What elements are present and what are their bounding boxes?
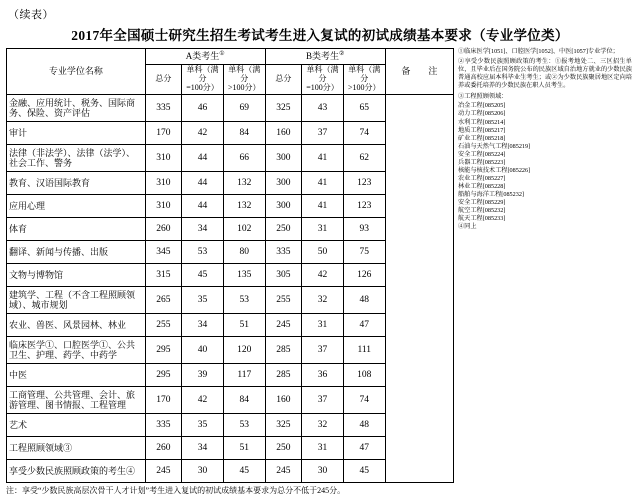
cell-a-single-over-100: 45 bbox=[223, 459, 265, 482]
engineering-field-item: 航天工程[085233] bbox=[458, 215, 506, 223]
header-b-single-over-100: 单科（满分 >100分） bbox=[343, 65, 385, 95]
cell-major-name: 工商管理、公共管理、会计、旅游管理、图书情报、工程管理 bbox=[7, 386, 146, 413]
header-group-b-sup: ② bbox=[339, 51, 345, 58]
cell-a-single-100: 53 bbox=[182, 240, 224, 263]
cell-a-single-100: 34 bbox=[182, 436, 224, 459]
cell-b-single-over-100: 45 bbox=[343, 459, 385, 482]
engineering-field-item: 林业工程[085228] bbox=[458, 183, 506, 190]
cell-a-single-over-100: 102 bbox=[223, 217, 265, 240]
side-note-2: ②享受少数民族照顾政策的考生：①报考地处二、三区招生单位，且毕业后在国务院公布的民族区域自治地方就业的少数民族普通高校应届本科毕业生考生；或②为少数民族聚居地区定向培养或委托培养的少数民族在职人员考生。 bbox=[458, 58, 632, 90]
cell-major-name: 文物与博物馆 bbox=[7, 263, 146, 286]
cell-b-total: 160 bbox=[265, 121, 301, 144]
cell-major-name: 金融、应用统计、税务、国际商务、保险、资产评估 bbox=[7, 94, 146, 121]
cell-a-single-100: 42 bbox=[182, 121, 224, 144]
cell-a-single-over-100: 117 bbox=[223, 363, 265, 386]
cell-a-single-100: 42 bbox=[182, 386, 224, 413]
cell-a-total: 315 bbox=[145, 263, 181, 286]
cell-a-single-100: 35 bbox=[182, 413, 224, 436]
table-footnote: 注：享受“少数民族高层次骨干人才计划”考生进入复试的初试成绩基本要求为总分不低于245分。 bbox=[6, 485, 346, 495]
cell-b-single-100: 32 bbox=[302, 413, 344, 436]
cell-b-total: 255 bbox=[265, 286, 301, 313]
cell-b-single-over-100: 47 bbox=[343, 436, 385, 459]
cell-a-total: 295 bbox=[145, 363, 181, 386]
header-group-a bbox=[145, 49, 265, 65]
cell-a-single-over-100: 135 bbox=[223, 263, 265, 286]
cell-b-total: 305 bbox=[265, 263, 301, 286]
engineering-field-item: 核能与核技术工程[085226] bbox=[458, 166, 531, 174]
cell-major-name: 农业、兽医、风景园林、林业 bbox=[7, 313, 146, 336]
engineering-field-item: 动力工程[085206] bbox=[458, 110, 506, 118]
cell-b-single-100: 31 bbox=[302, 313, 344, 336]
cell-a-single-100: 34 bbox=[182, 313, 224, 336]
cell-major-name: 建筑学、工程（不含工程照顾领域）、城市规划 bbox=[7, 286, 146, 313]
cell-a-total: 345 bbox=[145, 240, 181, 263]
cell-b-single-100: 36 bbox=[302, 363, 344, 386]
cell-b-single-over-100: 75 bbox=[343, 240, 385, 263]
page-title: 2017年全国硕士研究生招生考试考生进入复试的初试成绩基本要求（专业学位类） bbox=[71, 28, 569, 43]
header-group-b bbox=[265, 49, 385, 65]
side-note-1: ①临床医学[1051]、口腔医学[1052]、中医[1057]专业学位； bbox=[458, 48, 619, 55]
cell-a-total: 265 bbox=[145, 286, 181, 313]
engineering-field-item: 矿业工程[085218] bbox=[458, 134, 506, 142]
cell-major-name: 享受少数民族照顾政策的考生④ bbox=[7, 459, 146, 482]
engineering-field-item: 安全工程[085229] bbox=[458, 199, 506, 207]
cell-b-total: 160 bbox=[265, 386, 301, 413]
cell-a-total: 255 bbox=[145, 313, 181, 336]
cell-a-single-over-100: 132 bbox=[223, 171, 265, 194]
cell-major-name: 工程照顾领域③ bbox=[7, 436, 146, 459]
cell-b-single-100: 37 bbox=[302, 336, 344, 363]
content-layout bbox=[6, 48, 634, 483]
engineering-field-item: 安全工程[085224] bbox=[458, 150, 506, 158]
cell-a-single-over-100: 53 bbox=[223, 413, 265, 436]
cell-a-single-over-100: 69 bbox=[223, 94, 265, 121]
cell-a-total: 310 bbox=[145, 194, 181, 217]
side-notes bbox=[454, 48, 632, 233]
cell-a-single-100: 30 bbox=[182, 459, 224, 482]
cell-b-single-over-100: 47 bbox=[343, 313, 385, 336]
cell-b-single-over-100: 48 bbox=[343, 413, 385, 436]
cell-a-single-over-100: 80 bbox=[223, 240, 265, 263]
engineering-field-item: 航空工程[085232] bbox=[458, 207, 506, 215]
cell-a-total: 295 bbox=[145, 336, 181, 363]
cell-major-name: 体育 bbox=[7, 217, 146, 240]
score-requirement-table bbox=[6, 48, 454, 483]
table-body bbox=[7, 94, 454, 482]
cell-remark bbox=[385, 94, 453, 482]
cell-b-single-over-100: 74 bbox=[343, 386, 385, 413]
header-a-single-over-100: 单科（满分 >100分） bbox=[223, 65, 265, 95]
cell-b-total: 300 bbox=[265, 144, 301, 171]
cell-b-total: 325 bbox=[265, 413, 301, 436]
cell-b-single-over-100: 123 bbox=[343, 194, 385, 217]
cell-a-single-over-100: 66 bbox=[223, 144, 265, 171]
cell-a-single-100: 35 bbox=[182, 286, 224, 313]
engineering-field-item: 农业工程[085227] bbox=[458, 174, 506, 182]
cell-b-single-over-100: 74 bbox=[343, 121, 385, 144]
cell-a-single-over-100: 84 bbox=[223, 121, 265, 144]
header-group-a-label: A类考生 bbox=[185, 51, 220, 62]
cell-b-single-over-100: 93 bbox=[343, 217, 385, 240]
engineering-fields-list bbox=[458, 102, 632, 223]
header-major-name: 专业学位名称 bbox=[7, 49, 146, 95]
cell-b-single-over-100: 108 bbox=[343, 363, 385, 386]
cell-a-single-over-100: 53 bbox=[223, 286, 265, 313]
cell-a-total: 310 bbox=[145, 171, 181, 194]
header-a-total: 总分 bbox=[145, 65, 181, 95]
cell-b-single-over-100: 65 bbox=[343, 94, 385, 121]
cell-b-single-100: 41 bbox=[302, 194, 344, 217]
cell-a-single-over-100: 84 bbox=[223, 386, 265, 413]
cell-b-single-over-100: 48 bbox=[343, 286, 385, 313]
engineering-field-item: 船舶与海洋工程[085232] bbox=[458, 191, 524, 199]
cell-major-name: 应用心理 bbox=[7, 194, 146, 217]
cell-b-single-100: 42 bbox=[302, 263, 344, 286]
cell-b-single-100: 41 bbox=[302, 171, 344, 194]
cell-major-name: 翻译、新闻与传播、出版 bbox=[7, 240, 146, 263]
cell-a-single-100: 44 bbox=[182, 144, 224, 171]
cell-a-single-over-100: 51 bbox=[223, 436, 265, 459]
cell-a-single-over-100: 120 bbox=[223, 336, 265, 363]
cell-major-name: 临床医学①、口腔医学①、公共卫生、护理、药学、中药学 bbox=[7, 336, 146, 363]
cell-b-single-100: 32 bbox=[302, 286, 344, 313]
cell-b-total: 250 bbox=[265, 436, 301, 459]
header-b-single-100: 单科（满分 =100分） bbox=[302, 65, 344, 95]
cell-major-name: 审计 bbox=[7, 121, 146, 144]
cell-b-single-over-100: 126 bbox=[343, 263, 385, 286]
header-b-total: 总分 bbox=[265, 65, 301, 95]
cell-b-single-100: 41 bbox=[302, 144, 344, 171]
cell-a-total: 170 bbox=[145, 121, 181, 144]
cell-b-single-100: 31 bbox=[302, 217, 344, 240]
table-header-group-row bbox=[7, 49, 454, 65]
engineering-field-item: 地质工程[085217] bbox=[458, 126, 506, 134]
header-remark: 备 注 bbox=[385, 49, 453, 95]
cell-a-total: 245 bbox=[145, 459, 181, 482]
cell-a-total: 170 bbox=[145, 386, 181, 413]
cell-b-total: 250 bbox=[265, 217, 301, 240]
cell-b-single-100: 50 bbox=[302, 240, 344, 263]
engineering-field-item: 兵器工程[085223] bbox=[458, 158, 506, 166]
cell-b-single-100: 30 bbox=[302, 459, 344, 482]
cell-b-total: 325 bbox=[265, 94, 301, 121]
engineering-field-item: 冶金工程[085205] bbox=[458, 102, 506, 110]
cell-b-total: 245 bbox=[265, 459, 301, 482]
cell-b-total: 285 bbox=[265, 336, 301, 363]
header-a-single-100: 单科（满分 =100分） bbox=[182, 65, 224, 95]
cell-a-single-100: 39 bbox=[182, 363, 224, 386]
cell-b-total: 300 bbox=[265, 171, 301, 194]
cell-a-single-100: 40 bbox=[182, 336, 224, 363]
side-note-heading: ③工程照顾领域： bbox=[458, 93, 508, 101]
cell-b-single-100: 37 bbox=[302, 386, 344, 413]
cell-major-name: 法律（非法学）、法律（法学）、社会工作、警务 bbox=[7, 144, 146, 171]
cell-a-single-100: 44 bbox=[182, 171, 224, 194]
cell-b-single-100: 43 bbox=[302, 94, 344, 121]
engineering-field-item: 石油与天然气工程[085219] bbox=[458, 142, 531, 150]
cell-a-single-over-100: 51 bbox=[223, 313, 265, 336]
cell-a-total: 335 bbox=[145, 413, 181, 436]
side-note-tail: ④同上 bbox=[458, 223, 477, 231]
cell-b-single-100: 31 bbox=[302, 436, 344, 459]
cell-major-name: 中医 bbox=[7, 363, 146, 386]
cell-a-total: 335 bbox=[145, 94, 181, 121]
cell-b-total: 245 bbox=[265, 313, 301, 336]
cell-b-total: 335 bbox=[265, 240, 301, 263]
table-row bbox=[7, 94, 454, 121]
cell-b-total: 300 bbox=[265, 194, 301, 217]
cell-b-single-over-100: 62 bbox=[343, 144, 385, 171]
cell-b-total: 285 bbox=[265, 363, 301, 386]
cell-a-total: 260 bbox=[145, 436, 181, 459]
cell-major-name: 教育、汉语国际教育 bbox=[7, 171, 146, 194]
cell-b-single-over-100: 111 bbox=[343, 336, 385, 363]
cell-a-single-100: 44 bbox=[182, 194, 224, 217]
cell-a-total: 260 bbox=[145, 217, 181, 240]
cell-a-single-100: 34 bbox=[182, 217, 224, 240]
cell-a-single-over-100: 132 bbox=[223, 194, 265, 217]
cell-major-name: 艺术 bbox=[7, 413, 146, 436]
cell-a-single-100: 45 bbox=[182, 263, 224, 286]
header-group-a-sup: ① bbox=[219, 51, 225, 58]
cell-b-single-over-100: 123 bbox=[343, 171, 385, 194]
engineering-field-item: 水利工程[085214] bbox=[458, 118, 506, 126]
cell-a-single-100: 46 bbox=[182, 94, 224, 121]
cell-a-total: 310 bbox=[145, 144, 181, 171]
continued-label: （续表） bbox=[8, 9, 54, 21]
cell-b-single-100: 37 bbox=[302, 121, 344, 144]
header-group-b-label: B类考生 bbox=[306, 51, 340, 62]
